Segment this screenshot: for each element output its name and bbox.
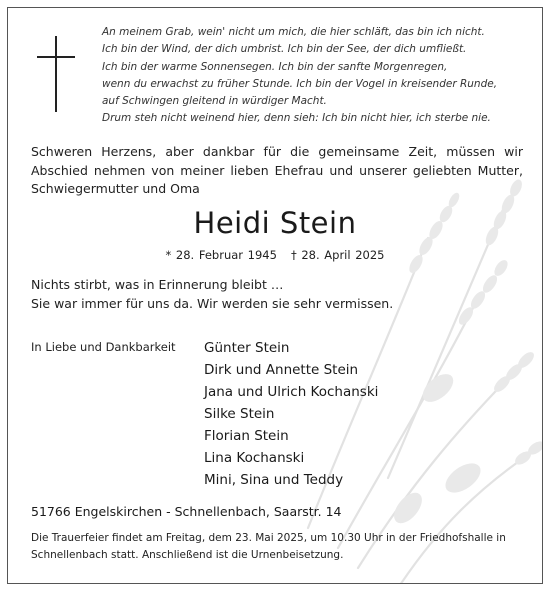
mourner-name: Jana und Ulrich Kochanski [204,384,379,400]
mourner-name: Lina Kochanski [204,450,305,466]
mourners-list [204,337,378,491]
mourner-name: Mini, Sina und Teddy [204,472,344,488]
poem-line: Drum steh nicht weinend hier, denn sieh: Ich bin nicht hier, ich sterbe nie. [102,112,491,125]
life-dates [8,248,542,262]
remembrance-line: Nichts stirbt, was in Erinnerung bleibt … [31,277,284,292]
deceased-name: Heidi Stein [193,206,357,240]
poem-line: Ich bin der warme Sonnensegen. Ich bin der sanfte Morgenregen, [102,60,448,73]
closing-label: In Liebe und Dankbarkeit [31,340,176,354]
mourner-name: Günter Stein [204,340,290,356]
birth-date: * 28. Februar 1945 [165,248,277,262]
intro-text: Schweren Herzens, aber dankbar für die gemeinsame Zeit, müssen wir Abschied nehmen von meiner lieben Ehefrau und unserer geliebten Mutter, Schwiegermutter und Oma [31,144,523,196]
remembrance-line: Sie war immer für uns da. Wir werden sie sehr vermissen. [31,295,394,311]
poem-line: Ich bin der Wind, der dich umbrist. Ich bin der See, der dich umfließt. [102,43,467,56]
funeral-info: Die Trauerfeier findet am Freitag, dem 23. Mai 2025, um 10.30 Uhr in der Friedhofshalle in Schnellenbach statt. Anschließend ist die Urnenbeisetzung. [31,532,506,561]
mourner-name: Silke Stein [204,406,275,422]
poem-line: auf Schwingen gleitend in würdiger Macht. [102,95,327,108]
poem-line: wenn du erwachst zu früher Stunde. Ich bin der Vogel in kreisender Runde, [102,77,498,90]
cross-icon [37,36,75,112]
death-date: † 28. April 2025 [290,248,385,262]
mourner-name: Florian Stein [204,428,289,444]
poem-line: An meinem Grab, wein' nicht um mich, die hier schläft, das bin ich nicht. [102,26,485,38]
remembrance-text [31,276,451,313]
mourner-name: Dirk und Annette Stein [204,362,359,378]
obituary-notice [7,7,543,584]
poem [102,24,532,128]
address: 51766 Engelskirchen - Schnellenbach, Saarstr. 14 [31,504,342,519]
